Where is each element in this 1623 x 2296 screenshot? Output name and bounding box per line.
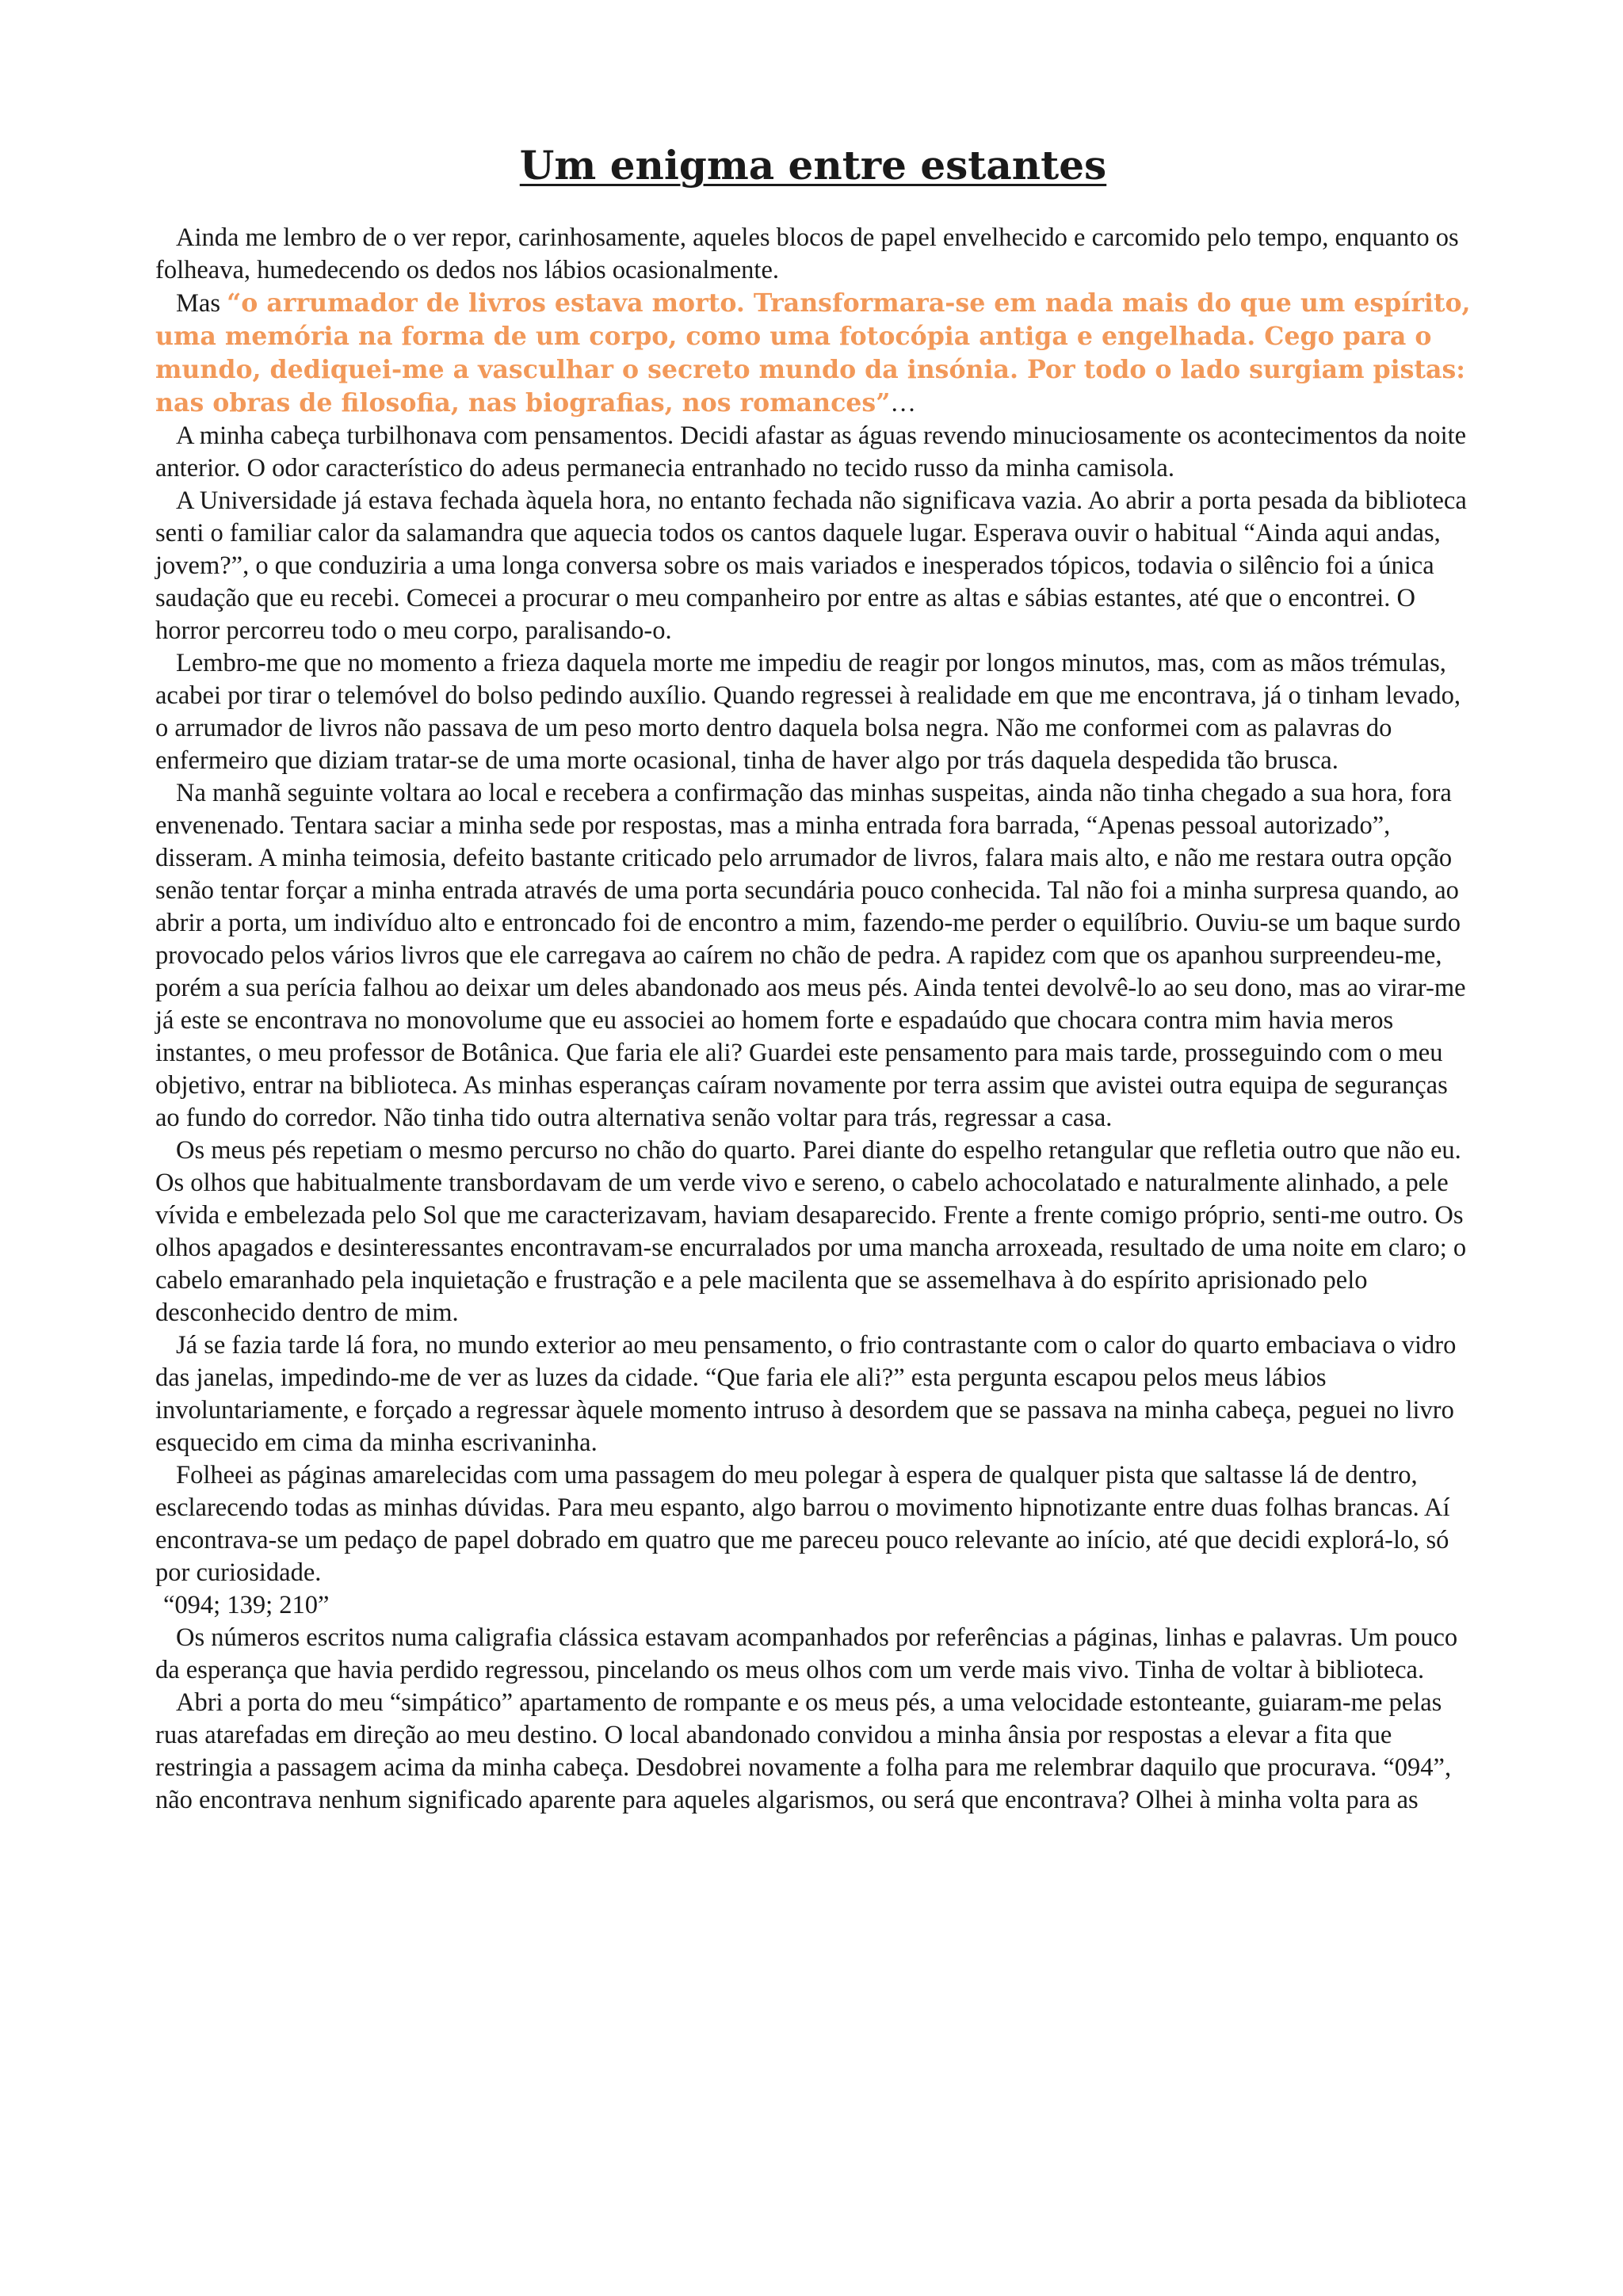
paragraph-2 bbox=[155, 287, 1471, 420]
document-body bbox=[155, 222, 1471, 1817]
paragraph-1: Ainda me lembro de o ver repor, carinhosamente, aqueles blocos de papel envelhecido e carcomido pelo tempo, enquanto os folheava, humedecendo os dedos nos lábios ocasionalmente. bbox=[155, 223, 1459, 284]
paragraph-3: A minha cabeça turbilhonava com pensamentos. Decidi afastar as águas revendo minuciosamente os acontecimentos da noite anterior. O odor característico do adeus permanecia entranhado no tecido russo da minha camisola. bbox=[155, 421, 1467, 482]
paragraph-9: Folheei as páginas amarelecidas com uma passagem do meu polegar à espera de qualquer pista que saltasse lá de dentro, esclarecendo todas as minhas dúvidas. Para meu espanto, algo barrou o movimento hipnotizante entre duas folhas brancas. Aí encontrava-se um pedaço de papel dobrado em quatro que me pareceu pouco relevante ao início, até que decidi explorá-lo, só por curiosidade. bbox=[155, 1460, 1450, 1587]
document-page bbox=[155, 143, 1471, 1817]
paragraph-11: Os números escritos numa caligrafia clássica estavam acompanhados por referências a páginas, linhas e palavras. Um pouco da esperança que havia perdido regressou, pincelando os meus olhos com um verde mais vivo. Tinha de voltar à biblioteca. bbox=[155, 1623, 1458, 1684]
paragraph-12: Abri a porta do meu “simpático” apartamento de rompante e os meus pés, a uma velocidade estonteante, guiaram-me pelas ruas atarefadas em direção ao meu destino. O local abandonado convidou a minha ânsia por respostas a elevar a fita que restringia a passagem acima da minha cabeça. Desdobrei novamente a folha para me relembrar daquilo que procurava. “094”, não encontrava nenhum significado aparente para aqueles algarismos, ou será que encontrava? Olhei à minha volta para as bbox=[155, 1688, 1452, 1814]
highlighted-quote: “o arrumador de livros estava morto. Transformara-se em nada mais do que um espírito, uma memória na forma de um corpo, como uma fotocópia antiga e engelhada. Cego para o mundo, dediquei-me a vasculhar o secreto mundo da insónia. Por todo o lado surgiam pistas: nas obras de filosofia, nas biografias, nos romances” bbox=[155, 288, 1471, 418]
paragraph-4: A Universidade já estava fechada àquela hora, no entanto fechada não significava vazia. Ao abrir a porta pesada da biblioteca senti o familiar calor da salamandra que aquecia todos os cantos daquele lugar. Esperava ouvir o habitual “Ainda aqui andas, jovem?”, o que conduziria a uma longa conversa sobre os mais variados e inesperados tópicos, todavia o silêncio foi a única saudação que eu recebi. Comecei a procurar o meu companheiro por entre as altas e sábias estantes, até que o encontrei. O horror percorreu todo o meu corpo, paralisando-o. bbox=[155, 486, 1467, 645]
paragraph-5: Lembro-me que no momento a frieza daquela morte me impediu de reagir por longos minutos, mas, com as mãos trémulas, acabei por tirar o telemóvel do bolso pedindo auxílio. Quando regressei à realidade em que me encontrava, já o tinham levado, o arrumador de livros não passava de um peso morto dentro daquela bolsa negra. Não me conformei com as palavras do enfermeiro que diziam tratar-se de uma morte ocasional, tinha de haver algo por trás daquela despedida tão brusca. bbox=[155, 648, 1461, 775]
paragraph-8: Já se fazia tarde lá fora, no mundo exterior ao meu pensamento, o frio contrastante com o calor do quarto embaciava o vidro das janelas, impedindo-me de ver as luzes da cidade. “Que faria ele ali?” esta pergunta escapou pelos meus lábios involuntariamente, e forçado a regressar àquele momento intruso à desordem que se passava na minha cabeça, peguei no livro esquecido em cima da minha escrivaninha. bbox=[155, 1330, 1457, 1457]
paragraph-2-ellipsis: … bbox=[890, 388, 916, 418]
paragraph-6: Na manhã seguinte voltara ao local e recebera a confirmação das minhas suspeitas, ainda não tinha chegado a sua hora, fora envenenado. Tentara saciar a minha sede por respostas, mas a minha entrada fora barrada, “Apenas pessoal autorizado”, disseram. A minha teimosia, defeito bastante criticado pelo arrumador de livros, falara mais alto, e não me restara outra opção senão tentar forçar a minha entrada através de uma porta secundária pouco conhecida. Tal não foi a minha surpresa quando, ao abrir a porta, um indivíduo alto e entroncado foi de encontro a mim, fazendo-me perder o equilíbrio. Ouviu-se um baque surdo provocado pelos vários livros que ele carregava ao caírem no chão de pedra. A rapidez com que os apanhou surpreendeu-me, porém a sua perícia falhou ao deixar um deles abandonado aos meus pés. Ainda tentei devolvê-lo ao seu dono, mas ao virar-me já este se encontrava no monovolume que eu associei ao homem forte e espadaúdo que chocara contra mim havia meros instantes, o meu professor de Botânica. Que faria ele ali? Guardei este pensamento para mais tarde, prosseguindo com o meu objetivo, entrar na biblioteca. As minhas esperanças caíram novamente por terra assim que avistei outra equipa de seguranças ao fundo do corredor. Não tinha tido outra alternativa senão voltar para trás, regressar a casa. bbox=[155, 778, 1466, 1132]
document-title: Um enigma entre estantes bbox=[519, 142, 1107, 189]
paragraph-codes: “094; 139; 210” bbox=[163, 1590, 330, 1619]
paragraph-7: Os meus pés repetiam o mesmo percurso no chão do quarto. Parei diante do espelho retangular que refletia outro que não eu. Os olhos que habitualmente transbordavam de um verde vivo e sereno, o cabelo achocolatado e naturalmente alinhado, a pele vívida e embelezada pelo Sol que me caracterizavam, haviam desaparecido. Frente a frente comigo próprio, senti-me outro. Os olhos apagados e desinteressantes encontravam-se encurralados por uma mancha arroxeada, resultado de uma noite em claro; o cabelo emaranhado pela inquietação e frustração e a pele macilenta que se assemelhava à do espírito aprisionado pelo desconhecido dentro de mim. bbox=[155, 1135, 1467, 1327]
paragraph-2-lead: Mas bbox=[176, 288, 227, 318]
